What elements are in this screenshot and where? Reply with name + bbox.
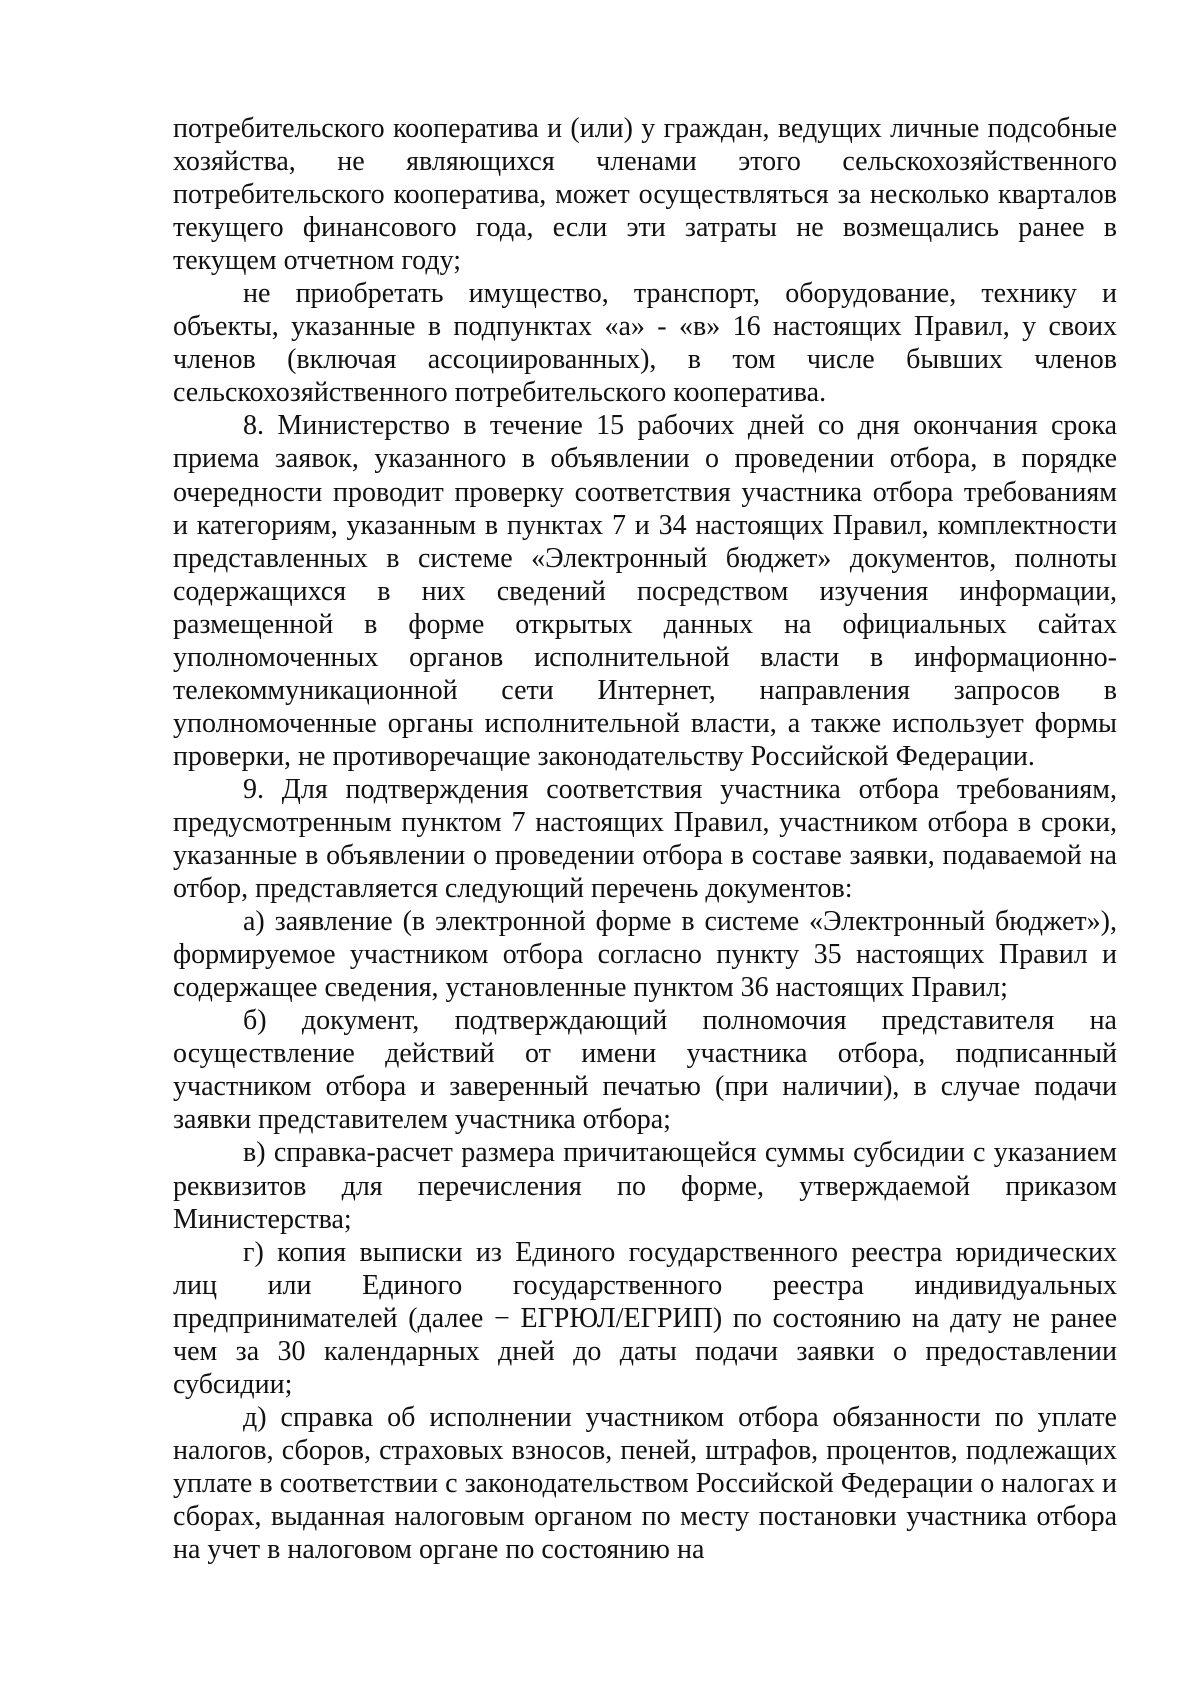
paragraph-item-8: 8. Министерство в течение 15 рабочих дней со дня окончания срока приема заявок, указанного в объявлении о проведении отбора, в порядке очередности проводит проверку соответствия участника отбора требованиям и категориям, указанным в пунктах 7 и 34 настоящих Правил, комплектности представленных в системе «Электронный бюджет» документов, полноты содержащихся в них сведений посредством изучения информации, размещенной в форме открытых данных на официальных сайтах уполномоченных органов исполнительной власти в информационно-телекоммуникационной сети Интернет, направления запросов в уполномоченные органы исполнительной власти, а также использует формы проверки, не противоречащие законодательству Российской Федерации. <box>173 410 1117 772</box>
paragraph-cooperative-continuation: потребительского кооператива и (или) у граждан, ведущих личные подсобные хозяйства, не являющихся членами этого сельскохозяйственного потребительского кооператива, может осуществляться за несколько кварталов текущего финансового года, если эти затраты не возмещались ранее в текущем отчетном году; <box>173 113 1117 277</box>
paragraph-item-9d: д) справка об исполнении участником отбора обязанности по уплате налогов, сборов, страховых взносов, пеней, штрафов, процентов, подлежащих уплате в соответствии с законодательством Российской Федерации о налогах и сборах, выданная налоговым органом по месту постановки участника отбора на учет в налоговом органе по состоянию на <box>173 1401 1117 1566</box>
paragraph-item-9b: б) документ, подтверждающий полномочия представителя на осуществление действий от имени участника отбора, подписанный участником отбора и заверенный печатью (при наличии), в случае подачи заявки представителем участника отбора; <box>173 1005 1117 1136</box>
paragraph-item-9v: в) справка-расчет размера причитающейся суммы субсидии с указанием реквизитов для перечисления по форме, утверждаемой приказом Министерства; <box>173 1137 1117 1235</box>
paragraph-no-acquire-property: не приобретать имущество, транспорт, оборудование, технику и объекты, указанные в подпунктах «а» - «в» 16 настоящих Правил, у своих членов (включая ассоциированных), в том числе бывших членов сельскохозяйственного потребительского кооператива. <box>173 278 1117 409</box>
document-body <box>173 112 1117 1566</box>
paragraph-item-9a: а) заявление (в электронной форме в системе «Электронный бюджет»), формируемое участником отбора согласно пункту 35 настоящих Правил и содержащее сведения, установленные пунктом 36 настоящих Правил; <box>173 906 1117 1004</box>
paragraph-item-9g: г) копия выписки из Единого государственного реестра юридических лиц или Единого государственного реестра индивидуальных предпринимателей (далее − ЕГРЮЛ/ЕГРИП) по состоянию на дату не ранее чем за 30 календарных дней до даты подачи заявки о предоставлении субсидии; <box>173 1236 1117 1400</box>
paragraph-item-9: 9. Для подтверждения соответствия участника отбора требованиям, предусмотренным пунктом 7 настоящих Правил, участником отбора в сроки, указанные в объявлении о проведении отбора в составе заявки, подаваемой на отбор, представляется следующий перечень документов: <box>173 773 1117 905</box>
